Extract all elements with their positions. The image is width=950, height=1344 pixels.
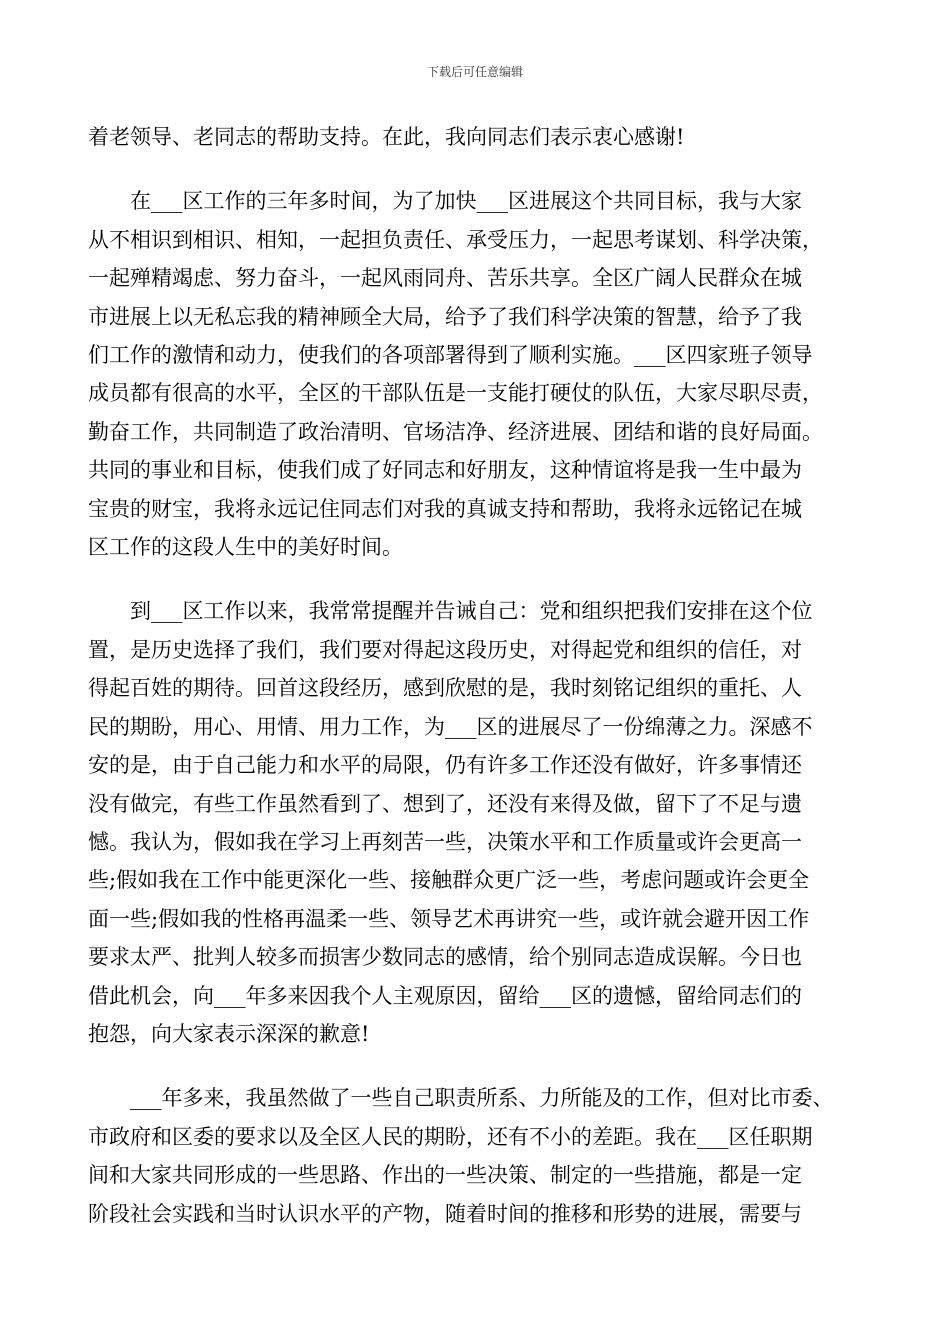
paragraph-2 xyxy=(88,182,864,566)
text-line: 抱怨，向大家表示深深的歉意! xyxy=(88,1021,370,1046)
text-line: ___年多来，我虽然做了一些自己职责所系、力所能及的工作，但对比市委、 xyxy=(130,1086,834,1111)
paragraph-3 xyxy=(88,592,864,1053)
text-line: 要求太严、批判人较多而损害少数同志的感情，给个别同志造成误解。今日也 xyxy=(88,945,802,970)
text-line: 区工作的这段人生中的美好时间。 xyxy=(88,535,403,560)
text-line: 市进展上以无私忘我的精神顾全大局，给予了我们科学决策的智慧，给予了我 xyxy=(88,304,802,329)
text-line: 憾。我认为，假如我在学习上再刻苦一些，决策水平和工作质量或许会更高一 xyxy=(88,829,802,854)
text-line: 勤奋工作，共同制造了政治清明、官场洁净、经济进展、团结和谐的良好局面。 xyxy=(88,419,823,444)
text-line: 宝贵的财宝，我将永远记住同志们对我的真诚支持和帮助，我将永远铭记在城 xyxy=(88,496,802,521)
text-line: 间和大家共同形成的一些思路、作出的一些决策、制定的一些措施，都是一定 xyxy=(88,1163,802,1188)
text-line: 阶段社会实践和当时认识水平的产物，随着时间的推移和形势的进展，需要与 xyxy=(88,1201,802,1226)
document-body xyxy=(88,118,864,1233)
text-line: 在___区工作的三年多时间，为了加快___区进展这个共同目标，我与大家 xyxy=(130,189,802,214)
text-line: 借此机会，向___年多来因我个人主观原因，留给___区的遗憾，留给同志们的 xyxy=(88,983,802,1008)
text-line: 共同的事业和目标，使我们成了好同志和好朋友，这种情谊将是我一生中最为 xyxy=(88,458,802,483)
text-line: 些;假如我在工作中能更深化一些、接触群众更广泛一些，考虑问题或许会更全 xyxy=(88,868,810,893)
text-line: 着老领导、老同志的帮助支持。在此，我向同志们表示衷心感谢! xyxy=(88,125,685,149)
text-line: 得起百姓的期待。回首这段经历，感到欣慰的是，我时刻铭记组织的重托、人 xyxy=(88,676,802,701)
text-line: 民的期盼，用心、用情、用力工作，为___区的进展尽了一份绵薄之力。深感不 xyxy=(88,714,813,739)
page-header: 下载后可任意编辑 xyxy=(426,65,523,79)
text-line: 没有做完，有些工作虽然看到了、想到了，还没有来得及做，留下了不足与遗 xyxy=(88,791,802,816)
text-line: 一起殚精竭虑、努力奋斗，一起风雨同舟、苦乐共享。全区广阔人民群众在城 xyxy=(88,266,802,291)
text-line: 安的是，由于自己能力和水平的局限，仍有许多工作还没有做好，许多事情还 xyxy=(88,753,802,778)
text-line: 成员都有很高的水平，全区的干部队伍是一支能打硬仗的队伍，大家尽职尽责， xyxy=(88,381,823,406)
paragraph-4 xyxy=(88,1079,864,1233)
text-line: 到___区工作以来，我常常提醒并告诫自己：党和组织把我们安排在这个位 xyxy=(130,599,813,624)
text-line: 从不相识到相识、相知，一起担负责任、承受压力，一起思考谋划、科学决策， xyxy=(88,227,823,252)
paragraph-1 xyxy=(88,118,864,156)
text-line: 市政府和区委的要求以及全区人民的期盼，还有不小的差距。我在___区任职期 xyxy=(88,1124,813,1149)
text-line: 面一些;假如我的性格再温柔一些、领导艺术再讲究一些，或许就会避开因工作 xyxy=(88,906,810,931)
text-line: 们工作的激情和动力，使我们的各项部署得到了顺利实施。___区四家班子领导 xyxy=(88,343,813,368)
text-line: 置，是历史选择了我们，我们要对得起这段历史，对得起党和组织的信任，对 xyxy=(88,637,802,662)
